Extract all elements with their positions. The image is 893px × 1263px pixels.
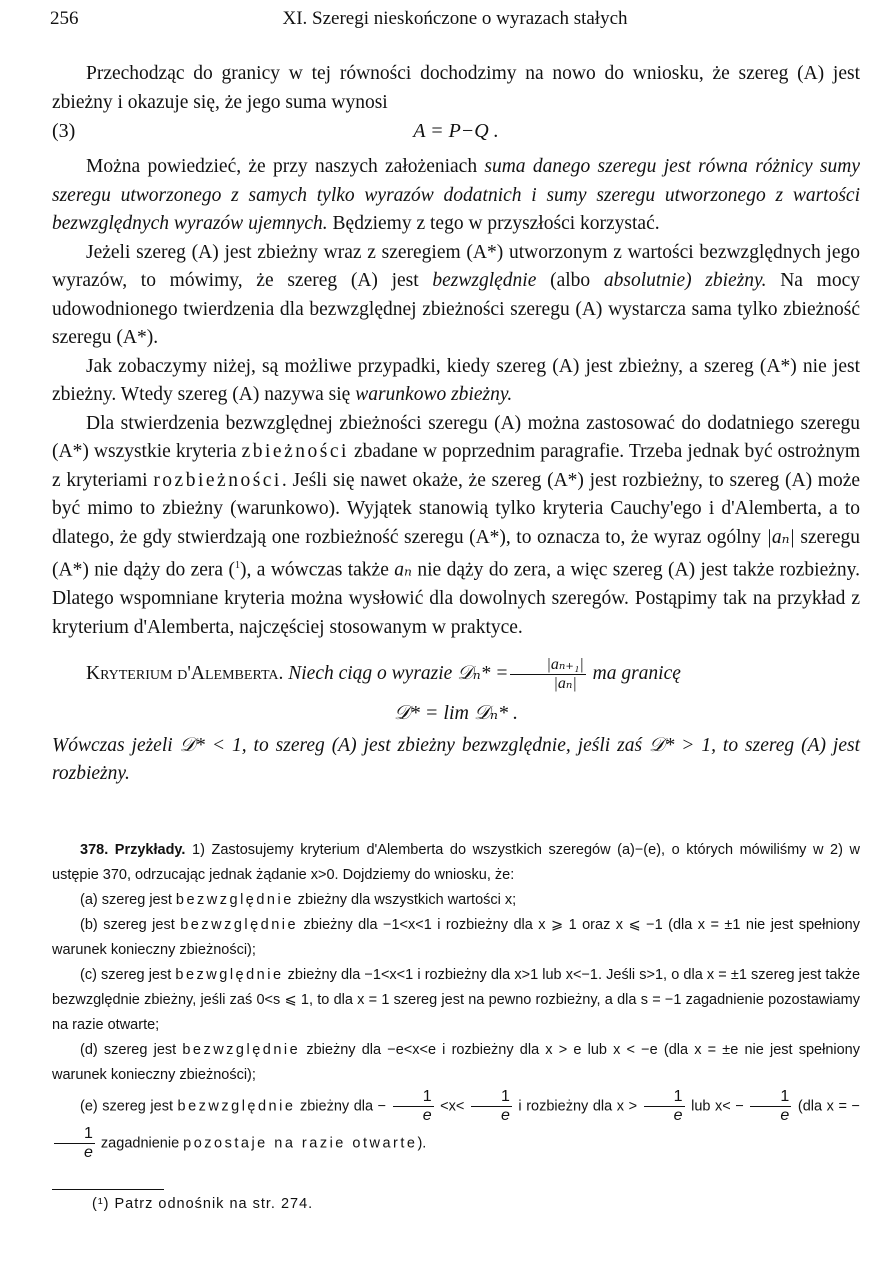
label: (d) [80, 1042, 98, 1058]
text: zbieżny dla −1<x<1 i rozbieżny dla x>1 lub x<−1. Jeśli s>1, o dla x = ±1 szereg jest także bezwzględnie zbieżny, jeśli zaś 0<s ⩽ 1, to dla x = 1 szereg jest na pewno rozbieżny, a dla s = −1 zagadnienie pozostawiamy na razie otwarte; [52, 967, 861, 1033]
numerator: 1 [393, 1088, 434, 1107]
text: szeregu (A*) nie dąży do zera ( [52, 526, 860, 581]
main-text [52, 60, 860, 789]
example-a [52, 888, 860, 913]
footnote-ref[interactable]: 1 [234, 560, 240, 571]
emphasis: suma danego szeregu jest równa różnicy sumy szeregu utworzonego z samych tylko wyrazów dodatnich i sumy szeregu utworzonego z wartości bezwzględnych wyrazów ujemnych. [52, 156, 860, 234]
text: szereg jest [97, 892, 176, 908]
emphasis: bezwzględnie [432, 270, 537, 291]
paragraph-5 [52, 410, 860, 643]
denominator: e [500, 1107, 510, 1124]
running-title: XI. Szeregi nieskończone o wyrazach stałych [282, 8, 628, 29]
emphasis: warunkowo zbieżny. [355, 384, 513, 405]
fraction [393, 1088, 434, 1125]
text: Na mocy udowodnionego twierdzenia dla bezwzględnej zbieżności szeregu (A) wystarcza sama tylko zbieżność szeregu (A*). [52, 270, 860, 348]
spaced-emphasis: zbieżności [241, 441, 349, 462]
limit-equation: 𝒟* = lim 𝒟ₙ* . [393, 702, 519, 724]
spaced-emphasis: bezwzględnie [175, 892, 294, 908]
math: |aₙ| [766, 526, 795, 548]
denominator: |aₙ| [553, 675, 577, 692]
denominator: e [780, 1107, 790, 1124]
spaced-emphasis: bezwzględnie [182, 1042, 301, 1058]
numerator: 1 [644, 1088, 685, 1107]
equation-3 [52, 117, 860, 147]
label: (c) [80, 967, 97, 983]
label: (a) [80, 892, 98, 908]
text: zbieżny dla − [295, 1098, 391, 1115]
text: . Jeśli się nawet okaże, że szereg (A*) jest rozbieżny, to szereg (A) może być mimo to zbieżny (warunkowo). Wyjątek stanowią tylko kryteria Cauchy'ego i d'Alemberta, a to dlatego, że gdy stwierdzają one rozbieżność szeregu (A*), to oznacza to, że wyraz ogólny [52, 469, 861, 548]
paragraph-3 [52, 239, 860, 353]
example-c [52, 963, 860, 1038]
spaced-emphasis: bezwzględnie [180, 917, 299, 933]
numerator: 1 [750, 1088, 791, 1107]
text: <x< [435, 1098, 469, 1115]
page-header [50, 8, 860, 32]
footnote: (¹) Patrz odnośnik na str. 274. [92, 1196, 314, 1212]
label: (b) [80, 917, 98, 933]
paragraph-2 [52, 153, 860, 239]
spaced-emphasis: bezwględnie [175, 967, 284, 983]
paragraph-4 [52, 353, 860, 410]
footnote-divider [52, 1189, 164, 1190]
equation-number: (3) [52, 120, 76, 142]
text: szereg jest [96, 967, 176, 983]
text: (albo [536, 270, 604, 291]
text: nie dąży do zera, a więc szereg (A) jest także rozbieżny. Dlatego wspomniane kryteria można wysłowić dla dowolnych szeregów. Postąpimy tak na przykład z kryterium d'Alemberta, najczęściej stosowanym w praktyce. [52, 559, 861, 638]
fraction [510, 656, 585, 693]
fraction [750, 1088, 791, 1125]
page-number: 256 [50, 8, 79, 29]
denominator: e [673, 1107, 683, 1124]
text: 1) Zastosujemy kryterium d'Alemberta do wszystkich szeregów (a)−(e), o których mówiliśmy w 2) w ustępie 370, odrzucając jednak żądanie x>0. Dojdziemy do wniosku, że: [52, 842, 860, 883]
text: zbieżny dla −e<x<e i rozbieżny dla x > e lub x < −e (dla x = ±e nie jest spełniony warunek konieczny zbieżności); [52, 1042, 860, 1083]
text: zbieżny dla −1<x<1 i rozbieżny dla x ⩾ 1 oraz x ⩽ −1 (dla x = ±1 nie jest spełniony warunek konieczny zbieżności); [52, 917, 860, 958]
math: 𝒟ₙ* = [457, 662, 509, 684]
numerator: 1 [54, 1125, 95, 1144]
text: ). [417, 1135, 427, 1152]
fraction [471, 1088, 512, 1125]
text: Dla stwierdzenia bezwzględnej zbieżności szeregu (A) można zastosować do dodatniego szeregu (A*) wszystkie kryteria [52, 412, 860, 462]
text: zbadane w poprzednim paragrafie. Trzeba jednak być ostrożnym z kryteriami [52, 441, 861, 491]
text: ), a wówczas także [239, 559, 395, 581]
label: (e) [80, 1098, 98, 1115]
fraction [644, 1088, 685, 1125]
example-b [52, 913, 860, 963]
text: Jak zobaczymy niżej, są możliwe przypadki, kiedy szereg (A) jest zbieżny, a szereg (A*) nie jest zbieżny. Wtedy szereg (A) nazywa się [52, 355, 860, 405]
fraction [54, 1125, 95, 1162]
spaced-emphasis: rozbieżności [153, 469, 282, 491]
text: Będziemy z tego w przyszłości korzystać. [327, 213, 660, 234]
numerator: |aₙ₊₁| [510, 656, 585, 675]
text: Jeżeli szereg (A) jest zbieżny wraz z szeregiem (A*) utworzonym z wartości bezwzględnych jego wyrazów, to mówimy, że szereg (A) jest [52, 241, 860, 291]
example-d [52, 1038, 860, 1088]
theorem-conclusion: Wówczas jeżeli 𝒟* < 1, to szereg (A) jest zbieżny bezwzględnie, jeśli zaś 𝒟* > 1, to szereg (A) jest rozbieżny. [52, 734, 860, 784]
emphasis: absolutnie) zbieżny. [603, 270, 767, 291]
text: i rozbieżny dla x > [513, 1098, 642, 1115]
text: Można powiedzieć, że przy naszych założeniach [86, 156, 485, 177]
denominator: e [84, 1144, 93, 1161]
theorem-title: Kryterium d'Alemberta. [86, 662, 284, 684]
examples-intro [52, 838, 860, 888]
example-e [52, 1088, 860, 1162]
text: Niech ciąg o wyrazie [283, 662, 458, 684]
theorem-dalembert [52, 656, 860, 693]
text: szereg jest [97, 1098, 178, 1115]
paragraph-1: Przechodząc do granicy w tej równości dochodzimy na nowo do wniosku, że szereg (A) jest zbieżny i okazuje się, że jego suma wynosi [52, 63, 860, 113]
text: szereg jest [97, 917, 181, 933]
spaced-emphasis: bezwzględnie [177, 1098, 296, 1115]
text: ma granicę [587, 662, 681, 684]
text: zbieżny dla wszystkich wartości x; [293, 892, 517, 908]
text: (dla x = − [793, 1098, 860, 1115]
examples-section [52, 838, 860, 1162]
spaced-emphasis: pozostaje na razie otwarte [183, 1135, 418, 1152]
section-heading: 378. Przykłady. [80, 842, 186, 858]
numerator: 1 [471, 1088, 512, 1107]
denominator: e [422, 1107, 432, 1124]
text: zagadnienie [96, 1135, 184, 1152]
text: lub x< − [686, 1098, 749, 1115]
math: aₙ [394, 559, 412, 581]
equation-formula: A = P−Q . [413, 120, 499, 142]
text: szereg jest [97, 1042, 183, 1058]
